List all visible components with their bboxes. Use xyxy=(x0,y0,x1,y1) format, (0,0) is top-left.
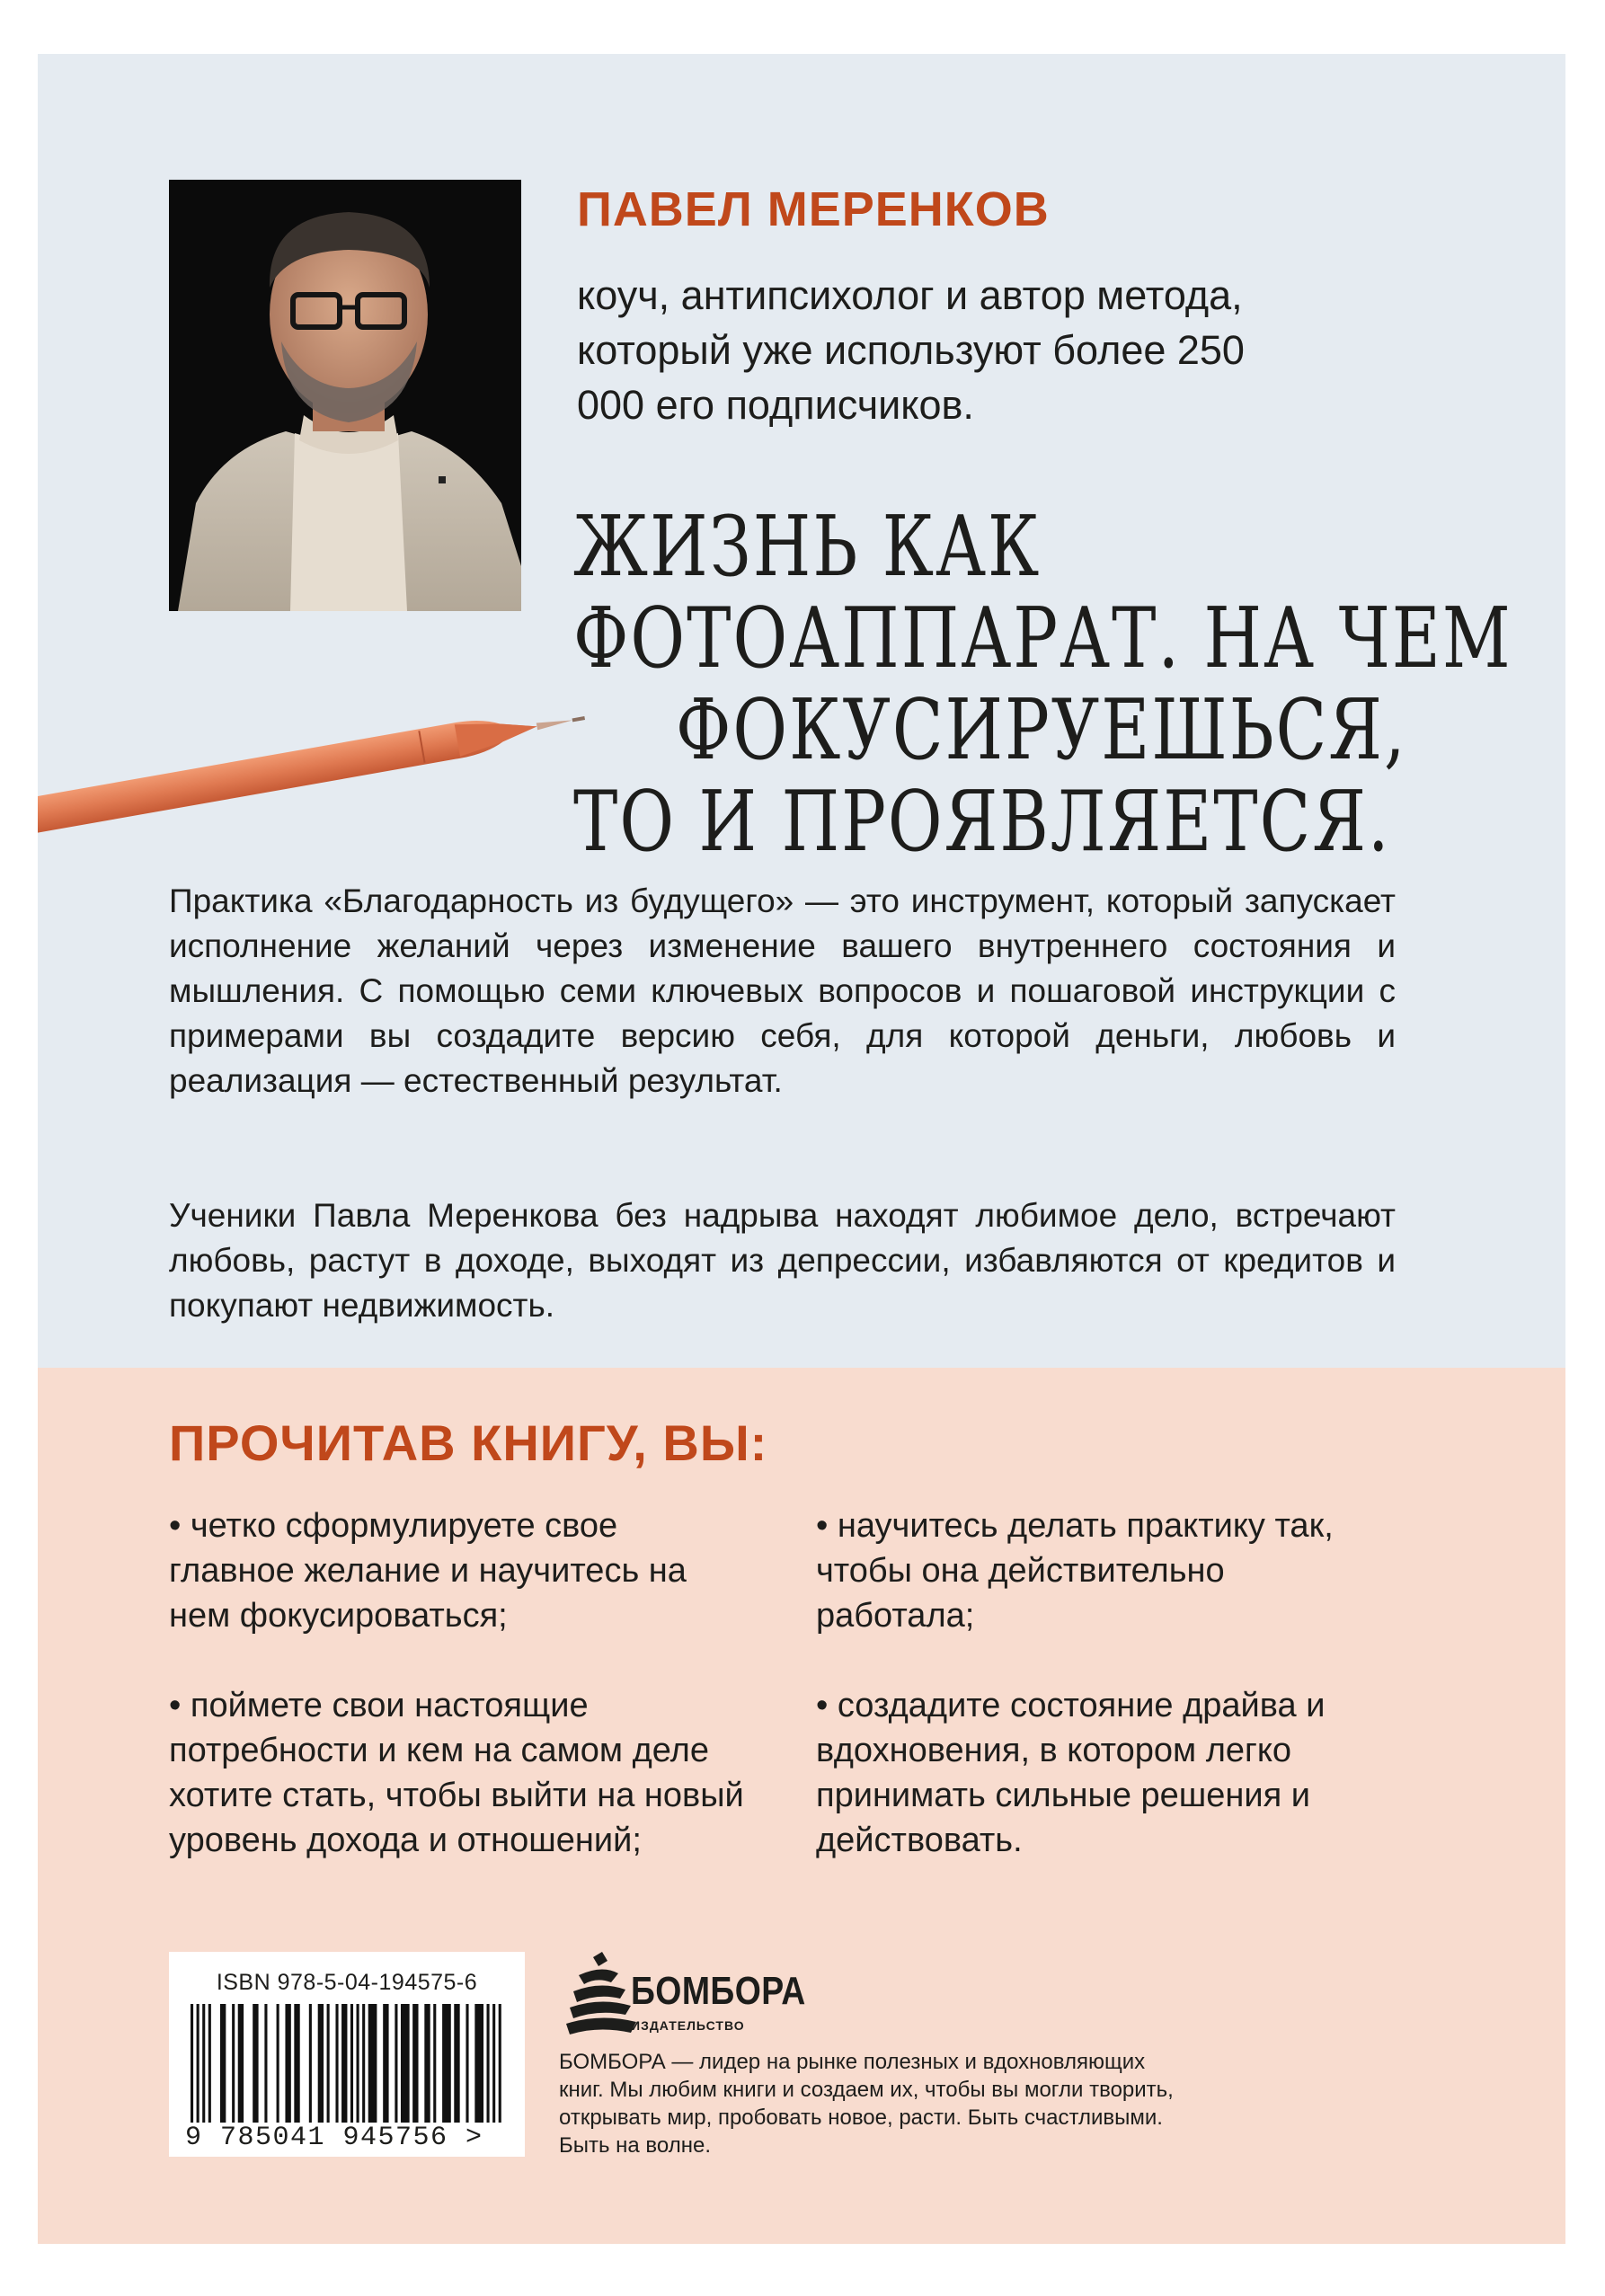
benefits-heading: ПРОЧИТАВ КНИГУ, ВЫ: xyxy=(169,1414,768,1471)
benefit-item: • научитесь делать практику так, чтобы она действительно работала; xyxy=(816,1507,1334,1635)
barcode-bar xyxy=(264,2004,267,2123)
barcode-bar xyxy=(362,2004,365,2123)
barcode-bar xyxy=(412,2004,418,2123)
barcode xyxy=(169,1952,525,2157)
barcode-bar xyxy=(232,2004,235,2123)
barcode-bar xyxy=(197,2004,200,2123)
benefit-item: • создадите состояние драйва и вдохновения, в котором легко принимать сильные решения и действовать. xyxy=(816,1687,1326,1859)
barcode-digits: 9 785041 945756 > xyxy=(185,2123,483,2153)
barcode-bar xyxy=(474,2004,483,2123)
publisher-subtitle: ИЗДАТЕЛЬСТВО xyxy=(631,2018,745,2033)
barcode-bars xyxy=(191,2004,501,2123)
author-name: ПАВЕЛ МЕРЕНКОВ xyxy=(577,182,1050,236)
quote-line-2: ФОТОАППАРАТ. НА ЧЕМ xyxy=(573,590,1512,687)
barcode-bar xyxy=(253,2004,258,2123)
barcode-bar xyxy=(357,2004,359,2123)
barcode-bar xyxy=(318,2004,324,2123)
barcode-bar xyxy=(309,2004,312,2123)
barcode-bar xyxy=(335,2004,338,2123)
barcode-bar xyxy=(424,2004,430,2123)
barcode-bar xyxy=(487,2004,490,2123)
barcode-bar xyxy=(294,2004,299,2123)
barcode-bar xyxy=(277,2004,279,2123)
description-paragraph-2: Ученики Павла Меренкова без надрыва находят любимое дело, встречают любовь, растут в доходе, выходят из депрессии, избавляются от кредитов и покупают недвижимость. xyxy=(169,1197,1396,1324)
quote-line-4: ТО И ПРОЯВЛЯЕТСЯ. xyxy=(573,774,1391,871)
barcode-bar xyxy=(220,2004,226,2123)
barcode-bar xyxy=(383,2004,388,2123)
barcode-bar xyxy=(499,2004,501,2123)
isbn-text: ISBN 978-5-04-194575-6 xyxy=(216,1970,478,1995)
barcode-bar xyxy=(191,2004,193,2123)
barcode-bar xyxy=(466,2004,468,2123)
barcode-bar xyxy=(208,2004,211,2123)
barcode-bar xyxy=(454,2004,459,2123)
benefit-item: • четко сформулируете свое главное желание и научитесь на нем фокусироваться; xyxy=(169,1507,687,1635)
barcode-bar xyxy=(327,2004,330,2123)
author-bio: коуч, антипсихолог и автор метода, который уже используют более 250 000 его подписчиков. xyxy=(577,272,1245,428)
quote-line-1: ЖИЗНЬ КАК xyxy=(573,499,1042,596)
quote-line-3: ФОКУСИРУЕШЬСЯ, xyxy=(676,682,1407,779)
benefit-item: • поймете свои настоящие потребности и кем на самом деле хотите стать, чтобы выйти на новый уровень дохода и отношений; xyxy=(169,1687,744,1859)
barcode-bar xyxy=(433,2004,436,2123)
quote xyxy=(38,494,1512,899)
barcode-bar xyxy=(442,2004,451,2123)
barcode-bar xyxy=(202,2004,205,2123)
barcode-bar xyxy=(341,2004,347,2123)
back-cover xyxy=(38,54,1565,2244)
barcode-bar xyxy=(395,2004,397,2123)
barcode-bar xyxy=(350,2004,353,2123)
barcode-bar xyxy=(285,2004,290,2123)
publisher-logo-icon xyxy=(566,1950,638,2036)
barcode-bar xyxy=(238,2004,244,2123)
description-paragraph-1: Практика «Благодарность из будущего» — это инструмент, который запускает исполнение желаний через изменение вашего внутреннего состояния и мышления. С помощью семи ключевых вопросов и пошаговой инструкции с примерами вы создадите версию себя, для которой деньги, любовь и реализация — естественный результат. xyxy=(169,882,1396,1099)
barcode-bar xyxy=(401,2004,410,2123)
publisher-description: БОМБОРА — лидер на рынке полезных и вдохновляющих книг. Мы любим книги и создаем их, чтобы вы могли творить, открывать мир, пробовать новое, расти. Быть счастливыми. Быть на волне. xyxy=(559,2050,1174,2158)
barcode-bar xyxy=(492,2004,495,2123)
publisher-name: БОМБОРА xyxy=(631,1969,806,2013)
barcode-bar xyxy=(368,2004,377,2123)
